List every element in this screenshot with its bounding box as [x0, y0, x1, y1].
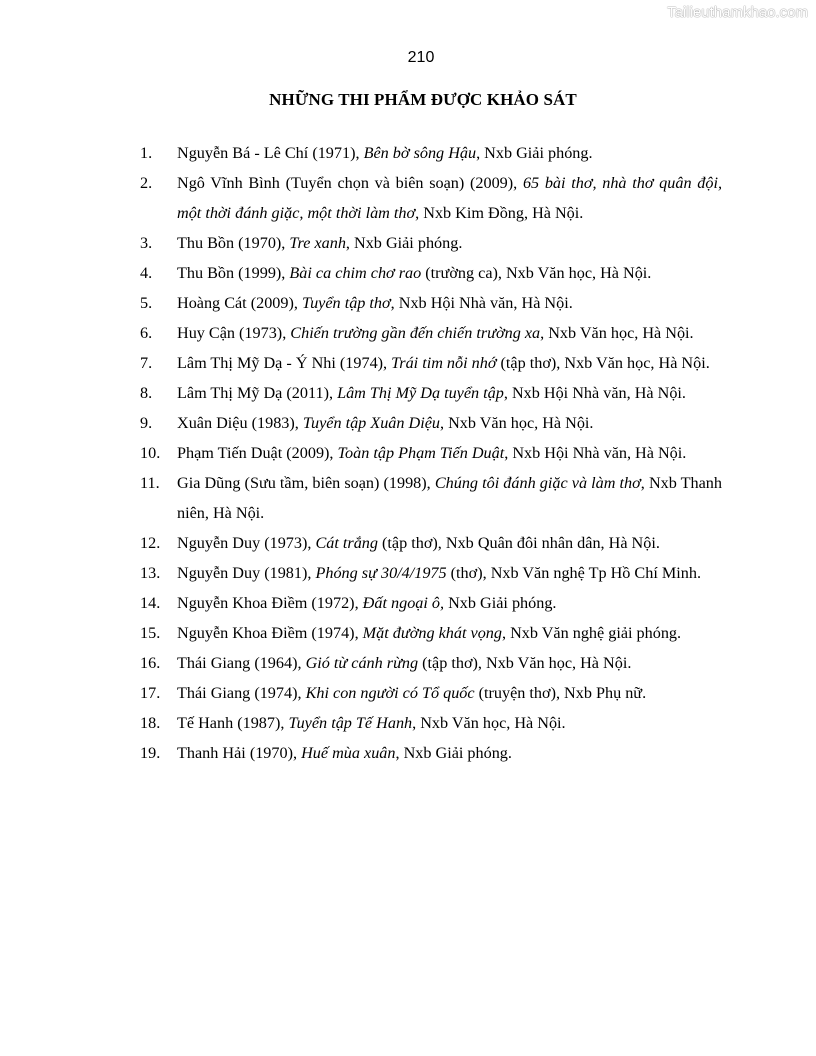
- reference-text: Nguyễn Khoa Điềm (1974), Mặt đường khát vọng, Nxb Văn nghệ giải phóng.: [177, 624, 682, 642]
- work-title: Huế mùa xuân: [301, 744, 396, 762]
- reference-number: 14.: [140, 594, 161, 612]
- reference-text: Nguyễn Khoa Điềm (1972), Đất ngoại ô, Nxb Giải phóng.: [177, 594, 557, 612]
- reference-number: 17.: [140, 684, 161, 702]
- reference-text: Thái Giang (1964), Gió từ cánh rừng (tập thơ), Nxb Văn học, Hà Nội.: [177, 654, 632, 672]
- reference-text: Thanh Hải (1970), Huế mùa xuân, Nxb Giải phóng.: [177, 744, 512, 762]
- reference-item: [140, 588, 722, 618]
- reference-number: 11.: [140, 474, 160, 492]
- reference-number: 19.: [140, 744, 161, 762]
- reference-number: 5.: [140, 294, 153, 312]
- reference-text: Ngô Vĩnh Bình (Tuyển chọn và biên soạn) (2009), 65 bài thơ, nhà thơ quân đội, một thời đánh giặc, một thời làm thơ, Nxb Kim Đồng, Hà Nội.: [177, 174, 722, 222]
- reference-item: [140, 648, 722, 678]
- work-title: Bài ca chim chơ rao: [289, 264, 422, 282]
- reference-item: [140, 558, 722, 588]
- reference-text: Gia Dũng (Sưu tầm, biên soạn) (1998), Chúng tôi đánh giặc và làm thơ, Nxb Thanh niên, Hà Nội.: [177, 474, 722, 522]
- work-title: 65 bài thơ, nhà thơ quân đội, một thời đánh giặc, một thời làm thơ: [177, 174, 722, 222]
- reference-number: 12.: [140, 534, 161, 552]
- reference-item: [140, 258, 722, 288]
- reference-number: 15.: [140, 624, 161, 642]
- reference-number: 6.: [140, 324, 153, 342]
- reference-text: Phạm Tiến Duật (2009), Toàn tập Phạm Tiến Duật, Nxb Hội Nhà văn, Hà Nội.: [177, 444, 687, 462]
- reference-number: 18.: [140, 714, 161, 732]
- reference-item: [140, 468, 722, 528]
- reference-item: [140, 678, 722, 708]
- work-title: Tuyển tập thơ: [301, 294, 391, 312]
- reference-item: [140, 528, 722, 558]
- reference-item: [140, 348, 722, 378]
- reference-number: 3.: [140, 234, 153, 252]
- reference-number: 16.: [140, 654, 161, 672]
- reference-text: Lâm Thị Mỹ Dạ (2011), Lâm Thị Mỹ Dạ tuyển tập, Nxb Hội Nhà văn, Hà Nội.: [177, 384, 686, 402]
- reference-text: Thu Bồn (1999), Bài ca chim chơ rao (trường ca), Nxb Văn học, Hà Nội.: [177, 264, 652, 282]
- work-title: Bên bờ sông Hậu: [363, 144, 477, 162]
- work-title: Lâm Thị Mỹ Dạ tuyển tập: [337, 384, 504, 402]
- work-title: Phóng sự 30/4/1975: [315, 564, 447, 582]
- reference-number: 10.: [140, 444, 161, 462]
- reference-text: Huy Cận (1973), Chiến trường gần đến chiến trường xa, Nxb Văn học, Hà Nội.: [177, 324, 694, 342]
- reference-item: [140, 408, 722, 438]
- reference-text: Nguyễn Bá - Lê Chí (1971), Bên bờ sông Hậu, Nxb Giải phóng.: [177, 144, 593, 162]
- reference-number: 4.: [140, 264, 153, 282]
- reference-number: 1.: [140, 144, 153, 162]
- reference-item: [140, 438, 722, 468]
- work-title: Chiến trường gần đến chiến trường xa: [290, 324, 541, 342]
- reference-text: Thái Giang (1974), Khi con người có Tổ quốc (truyện thơ), Nxb Phụ nữ.: [177, 684, 647, 702]
- work-title: Khi con người có Tổ quốc: [305, 684, 475, 702]
- reference-text: Thu Bồn (1970), Tre xanh, Nxb Giải phóng.: [177, 234, 463, 252]
- reference-number: 2.: [140, 174, 153, 192]
- work-title: Mặt đường khát vọng: [362, 624, 502, 642]
- page-title: NHỮNG THI PHẨM ĐƯỢC KHẢO SÁT: [269, 90, 577, 109]
- reference-list: [140, 138, 722, 768]
- work-title: Gió từ cánh rừng: [305, 654, 419, 672]
- page-number: 210: [407, 49, 435, 66]
- reference-item: [140, 378, 722, 408]
- reference-text: Nguyễn Duy (1973), Cát trắng (tập thơ), Nxb Quân đôi nhân dân, Hà Nội.: [177, 534, 660, 552]
- watermark: Tailieuthamkhao.com: [667, 4, 808, 21]
- reference-text: Tế Hanh (1987), Tuyển tập Tế Hanh, Nxb Văn học, Hà Nội.: [177, 714, 566, 732]
- work-title: Tuyển tập Tế Hanh: [288, 714, 413, 732]
- reference-item: [140, 138, 722, 168]
- reference-number: 13.: [140, 564, 161, 582]
- work-title: Cát trắng: [315, 534, 378, 552]
- work-title: Tuyển tập Xuân Diệu: [302, 414, 441, 432]
- reference-item: [140, 228, 722, 258]
- work-title: Trái tim nỗi nhớ: [391, 354, 497, 372]
- work-title: Tre xanh: [289, 234, 346, 252]
- reference-item: [140, 318, 722, 348]
- reference-number: 7.: [140, 354, 153, 372]
- reference-text: Lâm Thị Mỹ Dạ - Ý Nhi (1974), Trái tim nỗi nhớ (tập thơ), Nxb Văn học, Hà Nội.: [177, 354, 710, 372]
- work-title: Chúng tôi đánh giặc và làm thơ: [434, 474, 641, 492]
- reference-item: [140, 168, 722, 228]
- work-title: Toàn tập Phạm Tiến Duật: [337, 444, 505, 462]
- work-title: Đất ngoại ô,: [362, 594, 445, 612]
- reference-item: [140, 618, 722, 648]
- reference-text: Hoàng Cát (2009), Tuyển tập thơ, Nxb Hội Nhà văn, Hà Nội.: [177, 294, 573, 312]
- reference-item: [140, 288, 722, 318]
- reference-number: 8.: [140, 384, 153, 402]
- reference-number: 9.: [140, 414, 153, 432]
- reference-text: Nguyễn Duy (1981), Phóng sự 30/4/1975 (thơ), Nxb Văn nghệ Tp Hồ Chí Minh.: [177, 564, 701, 582]
- reference-item: [140, 708, 722, 738]
- reference-text: Xuân Diệu (1983), Tuyển tập Xuân Diệu, Nxb Văn học, Hà Nội.: [177, 414, 594, 432]
- reference-item: [140, 738, 722, 768]
